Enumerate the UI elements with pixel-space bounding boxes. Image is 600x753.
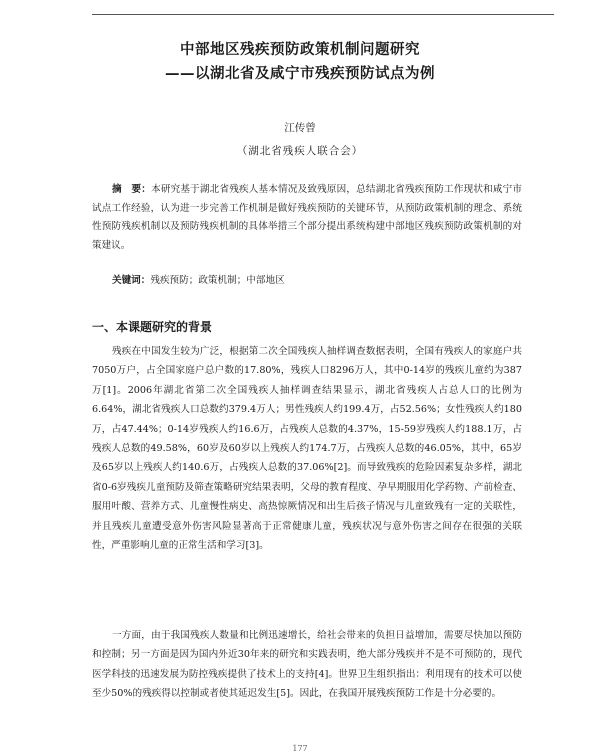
- author-affiliation: （湖北省残疾人联合会）: [236, 145, 364, 157]
- body-paragraph: 残疾在中国发生较为广泛，根据第二次全国残疾人抽样调查数据表明，全国有残疾人的家庭户共7050万户，占全国家庭户总户数的17.80%，残疾人口8296万人，其中0-14岁的残疾儿童约为387万[1]。2006年湖北省第二次全国残疾人抽样调查结果显示，湖北省残疾人占总人口的比例为6.64%，湖北省残疾人口总数约379.4万人；男性残疾人约199.4万，占52.56%；女性残疾人约180万，占47.44%；0-14岁残疾人约16.6万，占残疾人总数的4.37%，15-59岁残疾人约188.1万，占残疾人总数的49.58%，60岁及60岁以上残疾人约174.7万，占残疾人总数的46.05%，其中，65岁及65岁以上残疾人约140.6万，占残疾人总数的37.06%[2]。而导致残疾的危险因素复杂多样，湖北省0-6岁残疾儿童预防及筛查策略研究结果表明，父母的教育程度、孕早期服用化学药物、产前检查、服用叶酸、营养方式、儿童慢性病史、高热惊厥情况和出生后孩子情况与儿童致残有一定的关联性，并且残疾儿童遭受意外伤害风险显著高于正常健康儿童，残疾状况与意外伤害之间存在很强的关联性，严重影响儿童的正常生活和学习[3]。: [92, 346, 522, 552]
- author-name: 江传曾: [284, 122, 316, 134]
- keywords-text: 残疾预防；政策机制；中部地区: [150, 275, 285, 286]
- body-paragraph: 一方面，由于我国残疾人数量和比例迅速增长，给社会带来的负担日益增加，需要尽快加以预防和控制；另一方面是因为国内外近30年来的研究和实践表明，绝大部分残疾并不是不可预防的，现代医学科技的迅速发展为防控残疾提供了技术上的支持[4]。世界卫生组织指出：利用现有的技术可以使至少50%的残疾得以控制或者使其延迟发生[5]。因此，在我国开展残疾预防工作是十分必要的。: [92, 630, 522, 700]
- paper-subtitle: ——以湖北省及咸宁市残疾预防试点为例: [165, 66, 435, 82]
- section-heading: 一、本课题研究的背景: [92, 320, 213, 334]
- paper-title: 中部地区残疾预防政策机制问题研究: [180, 42, 420, 58]
- page-number: 177: [292, 744, 308, 753]
- keywords-label: 关键词：: [112, 275, 151, 286]
- abstract: [92, 181, 522, 256]
- abstract-label: 摘 要：: [112, 184, 152, 195]
- keywords: [112, 272, 285, 286]
- header-rule: [92, 14, 554, 15]
- abstract-text: 本研究基于湖北省残疾人基本情况及致残原因，总结湖北省残疾预防工作现状和咸宁市试点工作经验，认为进一步完善工作机制是做好残疾预防的关键环节，从预防政策机制的理念、系统性预防残疾机制以及预防残疾机制的具体举措三个部分提出系统构建中部地区残疾预防政策机制的对策建议。: [92, 184, 523, 252]
